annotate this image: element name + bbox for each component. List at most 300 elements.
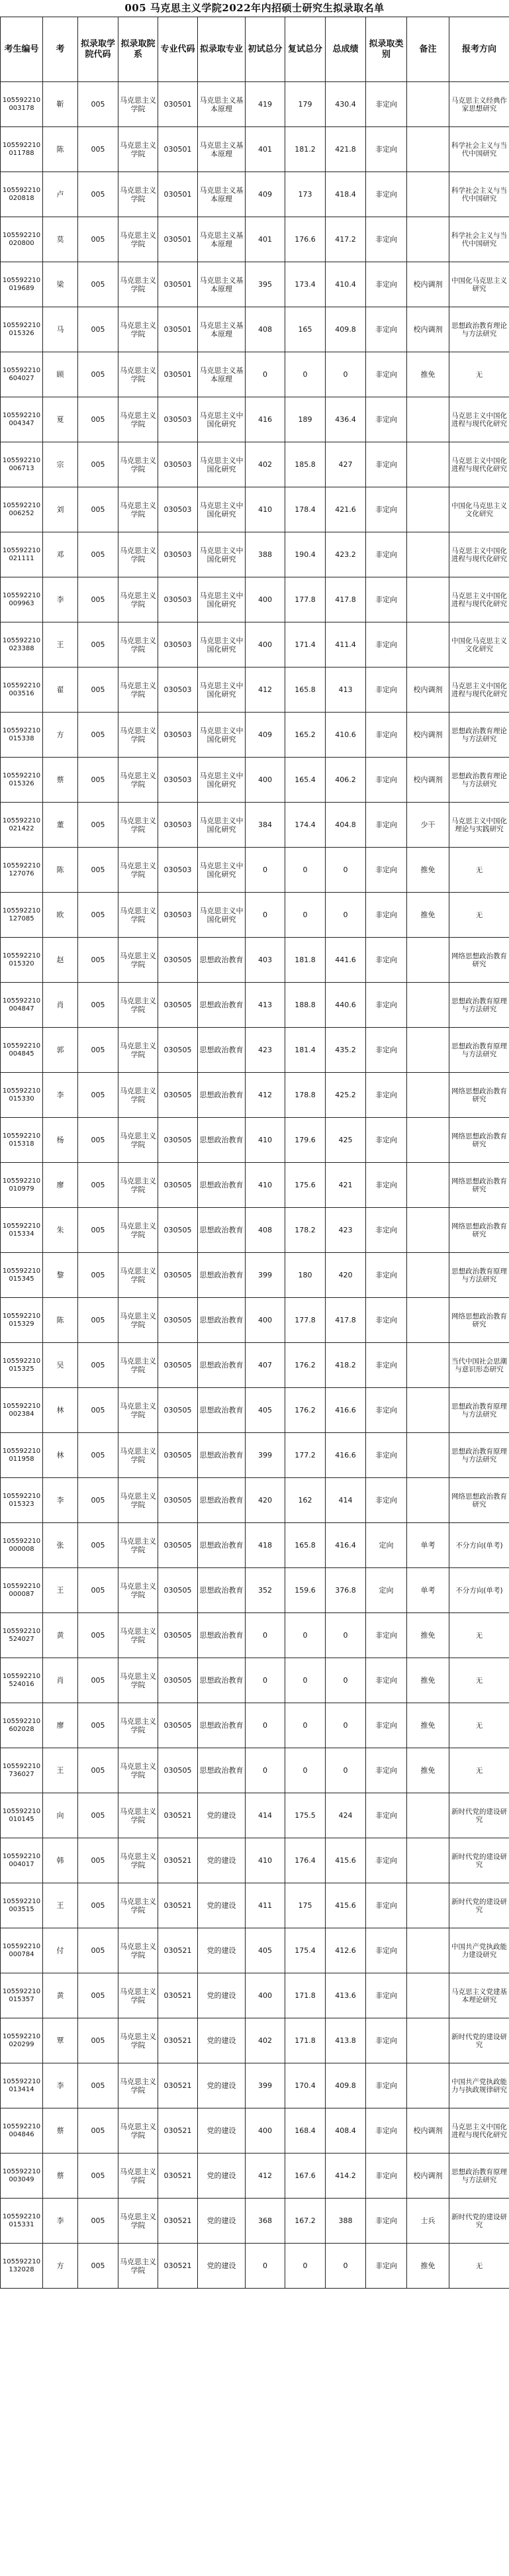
cell-total-score: 410.4 <box>326 262 366 307</box>
cell-department: 马克思主义学院 <box>118 1253 158 1298</box>
cell-name: 卢 <box>43 172 78 217</box>
cell-remarks: 推免 <box>407 1658 449 1703</box>
cell-direction: 中国化马克思主义文化研究 <box>449 622 509 668</box>
cell-exam-id: 105592210011788 <box>1 127 43 172</box>
cell-total-score: 414.2 <box>326 2154 366 2199</box>
cell-department: 马克思主义学院 <box>118 713 158 758</box>
cell-direction: 思想政治教育原理与方法研究 <box>449 1433 509 1478</box>
cell-name: 李 <box>43 1478 78 1523</box>
cell-total-score: 416.6 <box>326 1388 366 1433</box>
cell-department: 马克思主义学院 <box>118 668 158 713</box>
cell-initial-score: 402 <box>246 2018 285 2063</box>
table-row <box>1 622 509 668</box>
page-title: 005 马克思主义学院2022年内招硕士研究生拟录取名单 <box>124 2 385 14</box>
cell-total-score: 441.6 <box>326 938 366 983</box>
cell-direction: 思想政治教育原理与方法研究 <box>449 1028 509 1073</box>
cell-exam-id: 105592210004845 <box>1 1028 43 1073</box>
cell-remarks <box>407 1253 449 1298</box>
cell-total-score: 0 <box>326 1613 366 1658</box>
cell-initial-score: 399 <box>246 2063 285 2108</box>
cell-retest-score: 176.2 <box>285 1343 326 1388</box>
cell-department: 马克思主义学院 <box>118 2018 158 2063</box>
cell-retest-score: 188.8 <box>285 983 326 1028</box>
table-row <box>1 803 509 848</box>
cell-college-code: 005 <box>78 803 118 848</box>
cell-department: 马克思主义学院 <box>118 1703 158 1748</box>
cell-direction: 无 <box>449 352 509 397</box>
table-row <box>1 1883 509 1928</box>
cell-major-code: 030505 <box>158 1523 198 1568</box>
cell-college-code: 005 <box>78 983 118 1028</box>
cell-retest-score: 0 <box>285 1613 326 1658</box>
cell-direction: 无 <box>449 848 509 893</box>
cell-exam-id: 105592210015325 <box>1 1343 43 1388</box>
cell-retest-score: 185.8 <box>285 442 326 487</box>
cell-initial-score: 418 <box>246 1523 285 1568</box>
cell-major-code: 030503 <box>158 397 198 442</box>
cell-major-code: 030505 <box>158 1658 198 1703</box>
cell-direction: 马克思主义中国化进程与现代化研究 <box>449 442 509 487</box>
cell-major: 思想政治教育 <box>198 1073 246 1118</box>
cell-remarks <box>407 1208 449 1253</box>
col-header-remarks: 备注 <box>407 17 449 82</box>
cell-college-code: 005 <box>78 1163 118 1208</box>
cell-initial-score: 412 <box>246 2154 285 2199</box>
col-header-major: 拟录取专业 <box>198 17 246 82</box>
cell-name: 王 <box>43 622 78 668</box>
table-row <box>1 1973 509 2018</box>
cell-college-code: 005 <box>78 1208 118 1253</box>
table-row <box>1 1433 509 1478</box>
cell-department: 马克思主义学院 <box>118 1298 158 1343</box>
cell-total-score: 0 <box>326 1703 366 1748</box>
cell-initial-score: 408 <box>246 1208 285 1253</box>
cell-department: 马克思主义学院 <box>118 938 158 983</box>
cell-major-code: 030503 <box>158 577 198 622</box>
cell-initial-score: 0 <box>246 1613 285 1658</box>
cell-admission-type: 非定向 <box>366 1478 407 1523</box>
cell-direction: 新时代党的建设研究 <box>449 1883 509 1928</box>
cell-name: 宗 <box>43 442 78 487</box>
cell-college-code: 005 <box>78 1838 118 1883</box>
cell-college-code: 005 <box>78 532 118 577</box>
cell-major: 思想政治教育 <box>198 1208 246 1253</box>
table-row <box>1 2154 509 2199</box>
cell-exam-id: 105592210015357 <box>1 1973 43 2018</box>
cell-major: 思想政治教育 <box>198 1523 246 1568</box>
cell-direction: 科学社会主义与当代中国研究 <box>449 172 509 217</box>
cell-name: 刘 <box>43 487 78 532</box>
cell-initial-score: 400 <box>246 622 285 668</box>
cell-major: 马克思主义中国化研究 <box>198 577 246 622</box>
cell-remarks <box>407 2018 449 2063</box>
cell-major-code: 030505 <box>158 1568 198 1613</box>
cell-direction: 无 <box>449 1613 509 1658</box>
cell-total-score: 421.8 <box>326 127 366 172</box>
cell-major-code: 030521 <box>158 2244 198 2289</box>
cell-college-code: 005 <box>78 2063 118 2108</box>
cell-department: 马克思主义学院 <box>118 758 158 803</box>
cell-remarks <box>407 217 449 262</box>
cell-major-code: 030521 <box>158 2199 198 2244</box>
cell-department: 马克思主义学院 <box>118 1523 158 1568</box>
cell-college-code: 005 <box>78 893 118 938</box>
cell-major-code: 030521 <box>158 1838 198 1883</box>
cell-exam-id: 105592210000784 <box>1 1928 43 1973</box>
cell-major: 马克思主义中国化研究 <box>198 803 246 848</box>
cell-major: 党的建设 <box>198 1973 246 2018</box>
cell-total-score: 0 <box>326 2244 366 2289</box>
cell-department: 马克思主义学院 <box>118 803 158 848</box>
cell-name: 李 <box>43 577 78 622</box>
cell-college-code: 005 <box>78 127 118 172</box>
table-row <box>1 1118 509 1163</box>
cell-exam-id: 105592210604027 <box>1 352 43 397</box>
cell-college-code: 005 <box>78 1883 118 1928</box>
cell-department: 马克思主义学院 <box>118 893 158 938</box>
cell-admission-type: 非定向 <box>366 1658 407 1703</box>
cell-major: 思想政治教育 <box>198 1028 246 1073</box>
table-row <box>1 1928 509 1973</box>
cell-direction: 中国共产党执政能力建设研究 <box>449 1928 509 1973</box>
cell-major-code: 030505 <box>158 983 198 1028</box>
cell-retest-score: 175.4 <box>285 1928 326 1973</box>
cell-admission-type: 非定向 <box>366 758 407 803</box>
cell-retest-score: 176.6 <box>285 217 326 262</box>
cell-exam-id: 105592210010979 <box>1 1163 43 1208</box>
cell-name: 覃 <box>43 2018 78 2063</box>
cell-department: 马克思主义学院 <box>118 1658 158 1703</box>
cell-total-score: 423 <box>326 1208 366 1253</box>
cell-college-code: 005 <box>78 1073 118 1118</box>
cell-admission-type: 非定向 <box>366 1073 407 1118</box>
cell-major-code: 030505 <box>158 1748 198 1793</box>
cell-remarks <box>407 127 449 172</box>
cell-department: 马克思主义学院 <box>118 1028 158 1073</box>
cell-total-score: 413 <box>326 668 366 713</box>
cell-name: 顾 <box>43 352 78 397</box>
cell-college-code: 005 <box>78 1973 118 2018</box>
cell-initial-score: 402 <box>246 442 285 487</box>
cell-total-score: 424 <box>326 1793 366 1838</box>
cell-department: 马克思主义学院 <box>118 1433 158 1478</box>
cell-initial-score: 405 <box>246 1388 285 1433</box>
cell-name: 陈 <box>43 1298 78 1343</box>
cell-retest-score: 177.8 <box>285 1298 326 1343</box>
cell-retest-score: 165.8 <box>285 668 326 713</box>
cell-department: 马克思主义学院 <box>118 1118 158 1163</box>
cell-retest-score: 181.4 <box>285 1028 326 1073</box>
cell-college-code: 005 <box>78 2018 118 2063</box>
cell-college-code: 005 <box>78 1298 118 1343</box>
cell-direction: 不分方向(单考) <box>449 1568 509 1613</box>
cell-direction: 马克思主义中国化进程与现代化研究 <box>449 532 509 577</box>
cell-remarks <box>407 1028 449 1073</box>
cell-exam-id: 105592210004347 <box>1 397 43 442</box>
cell-major-code: 030503 <box>158 713 198 758</box>
cell-exam-id: 105592210127076 <box>1 848 43 893</box>
cell-college-code: 005 <box>78 1028 118 1073</box>
cell-retest-score: 174.4 <box>285 803 326 848</box>
cell-college-code: 005 <box>78 442 118 487</box>
cell-major: 思想政治教育 <box>198 983 246 1028</box>
cell-admission-type: 非定向 <box>366 1253 407 1298</box>
cell-department: 马克思主义学院 <box>118 82 158 127</box>
cell-retest-score: 189 <box>285 397 326 442</box>
cell-retest-score: 176.4 <box>285 1838 326 1883</box>
cell-total-score: 423.2 <box>326 532 366 577</box>
cell-admission-type: 非定向 <box>366 1433 407 1478</box>
cell-department: 马克思主义学院 <box>118 2244 158 2289</box>
cell-college-code: 005 <box>78 577 118 622</box>
cell-name: 蔡 <box>43 2108 78 2154</box>
cell-direction: 无 <box>449 893 509 938</box>
cell-name: 莫 <box>43 217 78 262</box>
cell-initial-score: 412 <box>246 668 285 713</box>
cell-name: 肖 <box>43 983 78 1028</box>
cell-exam-id: 105592210020299 <box>1 2018 43 2063</box>
cell-remarks <box>407 82 449 127</box>
cell-exam-id: 105592210004847 <box>1 983 43 1028</box>
cell-initial-score: 399 <box>246 1433 285 1478</box>
cell-retest-score: 0 <box>285 1703 326 1748</box>
cell-admission-type: 非定向 <box>366 487 407 532</box>
table-row <box>1 1613 509 1658</box>
cell-admission-type: 非定向 <box>366 1793 407 1838</box>
cell-retest-score: 176.2 <box>285 1388 326 1433</box>
cell-initial-score: 405 <box>246 1928 285 1973</box>
cell-total-score: 425 <box>326 1118 366 1163</box>
cell-department: 马克思主义学院 <box>118 1883 158 1928</box>
cell-college-code: 005 <box>78 217 118 262</box>
cell-admission-type: 非定向 <box>366 1343 407 1388</box>
cell-exam-id: 105592210019689 <box>1 262 43 307</box>
cell-department: 马克思主义学院 <box>118 2154 158 2199</box>
cell-admission-type: 非定向 <box>366 352 407 397</box>
cell-exam-id: 105592210015323 <box>1 1478 43 1523</box>
cell-remarks <box>407 1163 449 1208</box>
cell-name: 林 <box>43 1388 78 1433</box>
cell-name: 靳 <box>43 82 78 127</box>
cell-exam-id: 105592210015331 <box>1 2199 43 2244</box>
cell-major-code: 030503 <box>158 803 198 848</box>
cell-retest-score: 165.8 <box>285 1523 326 1568</box>
cell-admission-type: 非定向 <box>366 1298 407 1343</box>
table-row <box>1 217 509 262</box>
cell-initial-score: 400 <box>246 1973 285 2018</box>
cell-direction: 不分方向(单考) <box>449 1523 509 1568</box>
cell-initial-score: 395 <box>246 262 285 307</box>
cell-major: 思想政治教育 <box>198 938 246 983</box>
cell-college-code: 005 <box>78 352 118 397</box>
cell-initial-score: 408 <box>246 307 285 352</box>
cell-name: 肖 <box>43 1658 78 1703</box>
cell-direction: 网络思想政治教育研究 <box>449 1208 509 1253</box>
cell-exam-id: 105592210000087 <box>1 1568 43 1613</box>
cell-initial-score: 0 <box>246 1703 285 1748</box>
col-header-major-code: 专业代码 <box>158 17 198 82</box>
cell-major: 党的建设 <box>198 1793 246 1838</box>
cell-total-score: 411.4 <box>326 622 366 668</box>
cell-retest-score: 177.2 <box>285 1433 326 1478</box>
cell-exam-id: 105592210524016 <box>1 1658 43 1703</box>
cell-major: 马克思主义中国化研究 <box>198 668 246 713</box>
cell-department: 马克思主义学院 <box>118 1613 158 1658</box>
cell-total-score: 0 <box>326 893 366 938</box>
cell-major-code: 030505 <box>158 1703 198 1748</box>
cell-direction: 无 <box>449 2244 509 2289</box>
cell-major-code: 030503 <box>158 758 198 803</box>
cell-department: 马克思主义学院 <box>118 1388 158 1433</box>
cell-exam-id: 105592210006252 <box>1 487 43 532</box>
cell-major: 党的建设 <box>198 2199 246 2244</box>
cell-remarks <box>407 1838 449 1883</box>
cell-name: 陈 <box>43 127 78 172</box>
table-row <box>1 1703 509 1748</box>
table-row <box>1 938 509 983</box>
cell-total-score: 412.6 <box>326 1928 366 1973</box>
cell-exam-id: 105592210023388 <box>1 622 43 668</box>
cell-department: 马克思主义学院 <box>118 1478 158 1523</box>
table-row <box>1 2244 509 2289</box>
cell-initial-score: 401 <box>246 127 285 172</box>
cell-name: 李 <box>43 2199 78 2244</box>
cell-direction: 中国化马克思主义研究 <box>449 262 509 307</box>
cell-exam-id: 105592210003515 <box>1 1883 43 1928</box>
cell-exam-id: 105592210010145 <box>1 1793 43 1838</box>
cell-college-code: 005 <box>78 2199 118 2244</box>
cell-department: 马克思主义学院 <box>118 983 158 1028</box>
cell-major: 马克思主义基本原理 <box>198 172 246 217</box>
cell-name: 郭 <box>43 1028 78 1073</box>
cell-initial-score: 0 <box>246 893 285 938</box>
cell-remarks <box>407 1928 449 1973</box>
cell-major: 思想政治教育 <box>198 1253 246 1298</box>
cell-major: 思想政治教育 <box>198 1568 246 1613</box>
cell-college-code: 005 <box>78 487 118 532</box>
table-row <box>1 758 509 803</box>
cell-exam-id: 105592210015330 <box>1 1073 43 1118</box>
cell-major-code: 030505 <box>158 938 198 983</box>
cell-total-score: 415.6 <box>326 1883 366 1928</box>
cell-department: 马克思主义学院 <box>118 2108 158 2154</box>
cell-department: 马克思主义学院 <box>118 1793 158 1838</box>
cell-major: 马克思主义中国化研究 <box>198 893 246 938</box>
cell-total-score: 409.8 <box>326 2063 366 2108</box>
cell-remarks: 推免 <box>407 893 449 938</box>
cell-retest-score: 162 <box>285 1478 326 1523</box>
cell-total-score: 388 <box>326 2199 366 2244</box>
cell-remarks <box>407 532 449 577</box>
table-row <box>1 1343 509 1388</box>
cell-admission-type: 定向 <box>366 1523 407 1568</box>
cell-name: 朱 <box>43 1208 78 1253</box>
cell-direction: 网络思想政治教育研究 <box>449 1073 509 1118</box>
cell-remarks: 少干 <box>407 803 449 848</box>
cell-major: 思想政治教育 <box>198 1478 246 1523</box>
cell-total-score: 440.6 <box>326 983 366 1028</box>
cell-retest-score: 0 <box>285 848 326 893</box>
cell-total-score: 0 <box>326 1658 366 1703</box>
cell-department: 马克思主义学院 <box>118 442 158 487</box>
cell-retest-score: 180 <box>285 1253 326 1298</box>
cell-total-score: 0 <box>326 352 366 397</box>
cell-remarks: 校内调剂 <box>407 2108 449 2154</box>
table-row <box>1 1253 509 1298</box>
cell-exam-id: 105592210015338 <box>1 713 43 758</box>
table-row <box>1 848 509 893</box>
cell-department: 马克思主义学院 <box>118 397 158 442</box>
cell-college-code: 005 <box>78 668 118 713</box>
cell-initial-score: 410 <box>246 1118 285 1163</box>
cell-remarks: 单考 <box>407 1523 449 1568</box>
cell-name: 吴 <box>43 1343 78 1388</box>
cell-exam-id: 105592210020800 <box>1 217 43 262</box>
cell-remarks <box>407 938 449 983</box>
cell-direction: 当代中国社会思潮与意识形态研究 <box>449 1343 509 1388</box>
table-row <box>1 487 509 532</box>
cell-major-code: 030521 <box>158 2018 198 2063</box>
cell-department: 马克思主义学院 <box>118 262 158 307</box>
cell-direction: 中国化马克思主义文化研究 <box>449 487 509 532</box>
cell-college-code: 005 <box>78 2244 118 2289</box>
cell-remarks <box>407 1118 449 1163</box>
cell-major-code: 030505 <box>158 1343 198 1388</box>
admission-table <box>0 17 509 2289</box>
cell-exam-id: 105592210524027 <box>1 1613 43 1658</box>
cell-remarks: 校内调剂 <box>407 713 449 758</box>
cell-college-code: 005 <box>78 2108 118 2154</box>
cell-direction: 思想政治教育原理与方法研究 <box>449 1388 509 1433</box>
cell-department: 马克思主义学院 <box>118 1073 158 1118</box>
cell-exam-id: 105592210015326 <box>1 758 43 803</box>
table-row <box>1 2108 509 2154</box>
cell-name: 董 <box>43 803 78 848</box>
cell-college-code: 005 <box>78 938 118 983</box>
cell-remarks <box>407 397 449 442</box>
table-row <box>1 442 509 487</box>
cell-major-code: 030521 <box>158 2108 198 2154</box>
cell-major-code: 030521 <box>158 1928 198 1973</box>
cell-department: 马克思主义学院 <box>118 1163 158 1208</box>
cell-admission-type: 非定向 <box>366 1883 407 1928</box>
cell-college-code: 005 <box>78 307 118 352</box>
cell-major: 党的建设 <box>198 2154 246 2199</box>
cell-exam-id: 105592210003178 <box>1 82 43 127</box>
cell-remarks <box>407 1298 449 1343</box>
cell-college-code: 005 <box>78 82 118 127</box>
cell-direction: 思想政治教育理论与方法研究 <box>449 307 509 352</box>
cell-major: 马克思主义中国化研究 <box>198 397 246 442</box>
cell-initial-score: 409 <box>246 172 285 217</box>
cell-name: 黎 <box>43 1253 78 1298</box>
cell-college-code: 005 <box>78 172 118 217</box>
cell-retest-score: 170.4 <box>285 2063 326 2108</box>
cell-major: 马克思主义基本原理 <box>198 307 246 352</box>
cell-direction: 思想政治教育原理与方法研究 <box>449 1253 509 1298</box>
cell-major-code: 030503 <box>158 442 198 487</box>
cell-admission-type: 非定向 <box>366 893 407 938</box>
cell-direction: 网络思想政治教育研究 <box>449 1163 509 1208</box>
cell-exam-id: 105592210015320 <box>1 938 43 983</box>
table-row <box>1 397 509 442</box>
cell-name: 李 <box>43 2063 78 2108</box>
cell-major-code: 030505 <box>158 1208 198 1253</box>
cell-name: 廖 <box>43 1163 78 1208</box>
cell-department: 马克思主义学院 <box>118 1928 158 1973</box>
table-row <box>1 127 509 172</box>
cell-remarks: 推免 <box>407 352 449 397</box>
